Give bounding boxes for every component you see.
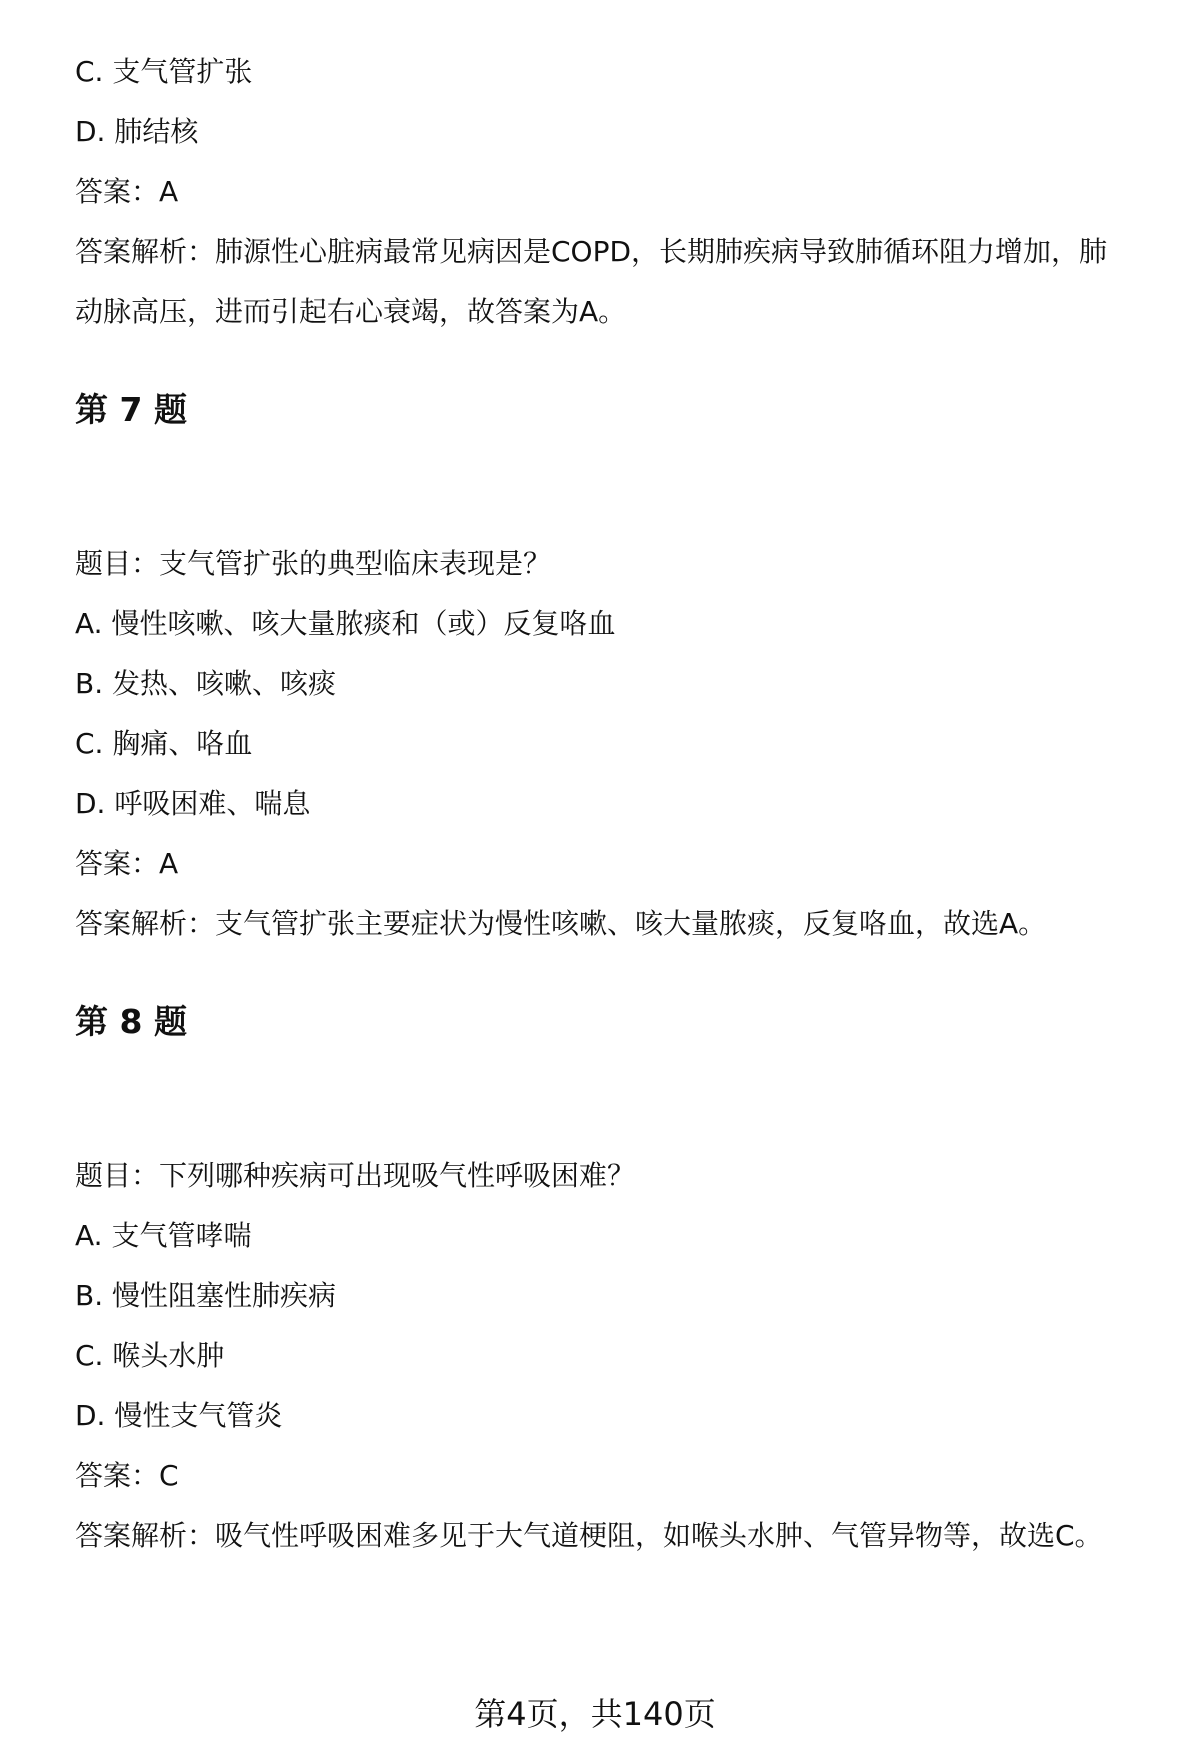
- question-title: 第 8 题: [75, 1002, 187, 1041]
- question-8: [75, 992, 1135, 1566]
- question-stem: 题目：支气管扩张的典型临床表现是？: [75, 547, 552, 580]
- option-b: B. 发热、咳嗽、咳痰: [75, 667, 337, 700]
- option-c: C. 支气管扩张: [75, 55, 253, 88]
- answer: 答案：C: [75, 1459, 179, 1492]
- option-b: B. 慢性阻塞性肺疾病: [75, 1279, 337, 1312]
- option-a: A. 支气管哮喘: [75, 1219, 252, 1252]
- previous-question-continuation: [75, 42, 1135, 342]
- question-stem: 题目：下列哪种疾病可出现吸气性呼吸困难？: [75, 1159, 636, 1192]
- option-a: A. 慢性咳嗽、咳大量脓痰和（或）反复咯血: [75, 607, 616, 640]
- answer: 答案：A: [75, 175, 179, 208]
- question-7: [75, 380, 1135, 954]
- page-number-footer: 第4页，共140页: [474, 1695, 716, 1733]
- option-d: D. 慢性支气管炎: [75, 1399, 283, 1432]
- answer-explanation: 答案解析：吸气性呼吸困难多见于大气道梗阻，如喉头水肿、气管异物等，故选C。: [75, 1519, 1103, 1552]
- answer: 答案：A: [75, 847, 179, 880]
- page-content: [75, 42, 1135, 1566]
- answer-explanation: 答案解析：支气管扩张主要症状为慢性咳嗽、咳大量脓痰，反复咯血，故选A。: [75, 907, 1047, 940]
- option-d: D. 呼吸困难、喘息: [75, 787, 311, 820]
- option-c: C. 喉头水肿: [75, 1339, 225, 1372]
- option-d: D. 肺结核: [75, 115, 199, 148]
- option-c: C. 胸痛、咯血: [75, 727, 253, 760]
- question-title: 第 7 题: [75, 390, 187, 429]
- answer-explanation: 答案解析：肺源性心脏病最常见病因是COPD，长期肺疾病导致肺循环阻力增加，肺动脉高压，进而引起右心衰竭，故答案为A。: [75, 235, 1108, 328]
